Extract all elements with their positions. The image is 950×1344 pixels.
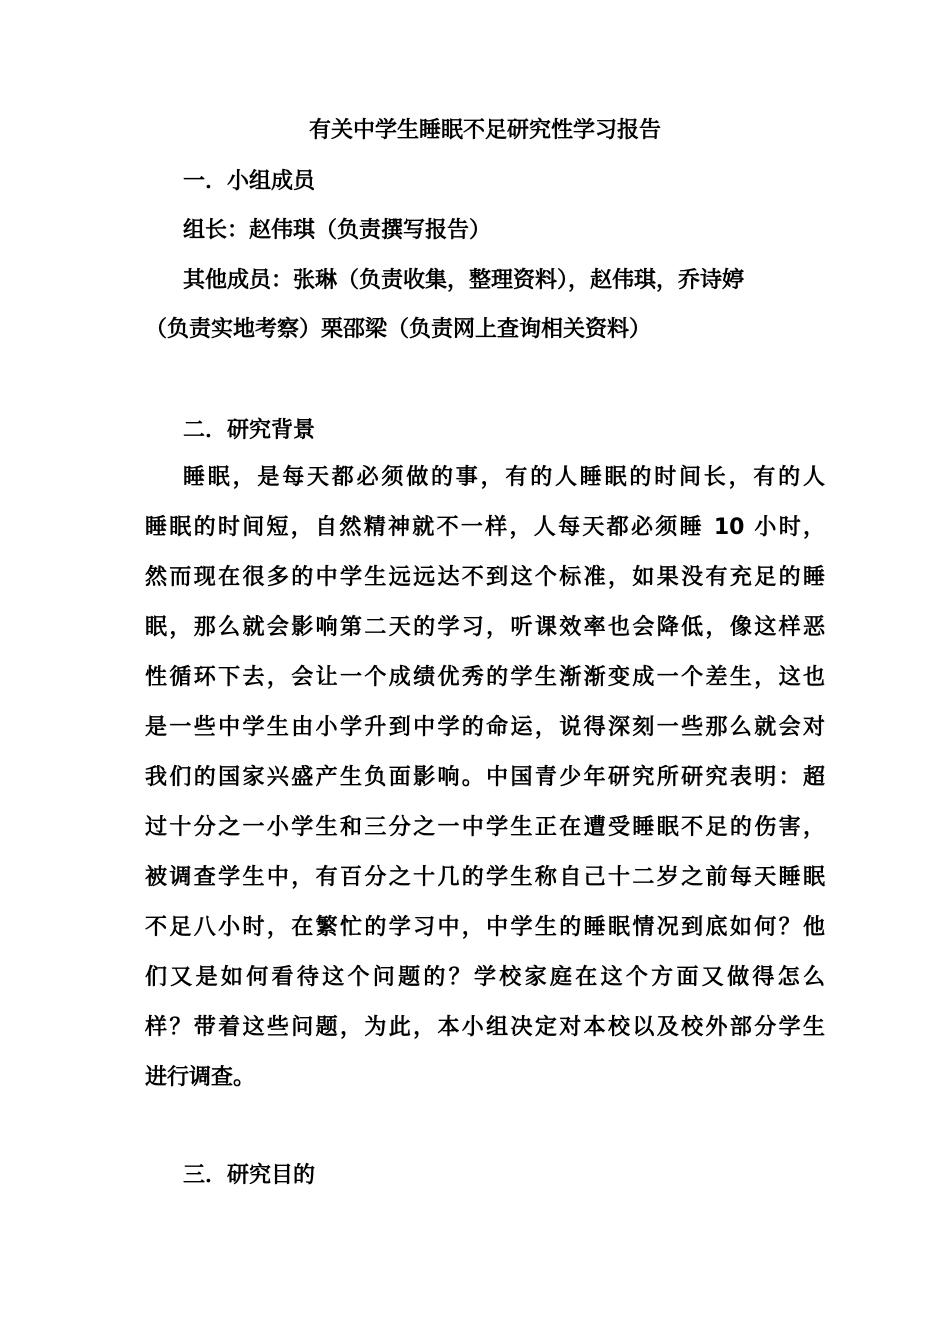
background-paragraph (145, 463, 825, 1113)
paragraph-line: 过十分之一小学生和三分之一中学生正在遭受睡眠不足的伤害， (145, 815, 825, 840)
members-line-2: （负责实地考察）栗邵梁（负责网上查询相关资料） (145, 317, 652, 342)
paragraph-line: 不足八小时，在繁忙的学习中，中学生的睡眠情况到底如何？他 (145, 915, 825, 940)
paragraph-line: 被调查学生中，有百分之十几的学生称自己十二岁之前每天睡眠 (145, 865, 825, 890)
paragraph-line: 们又是如何看待这个问题的？学校家庭在这个方面又做得怎么 (145, 965, 825, 990)
paragraph-line: 样？带着这些问题，为此，本小组决定对本校以及校外部分学生 (145, 1015, 825, 1040)
group-leader-line: 组长：赵伟琪（负责撰写报告） (183, 218, 492, 243)
paragraph-line: 是一些中学生由小学升到中学的命运，说得深刻一些那么就会对 (145, 715, 825, 740)
section-heading-members: 一．小组成员 (183, 169, 316, 194)
paragraph-line: 我们的国家兴盛产生负面影响。中国青少年研究所研究表明：超 (145, 765, 825, 790)
paragraph-line: 睡眠的时间短，自然精神就不一样，人每天都必须睡 10 小时， (145, 515, 825, 540)
section-heading-purpose: 三．研究目的 (183, 1163, 316, 1188)
paragraph-line: 睡眠，是每天都必须做的事，有的人睡眠的时间长，有的人 (183, 465, 825, 490)
paragraph-line: 然而现在很多的中学生远远达不到这个标准，如果没有充足的睡 (145, 565, 825, 590)
paragraph-line: 眠，那么就会影响第二天的学习，听课效率也会降低，像这样恶 (145, 615, 825, 640)
paragraph-line: 性循环下去，会让一个成绩优秀的学生渐渐变成一个差生，这也 (145, 665, 825, 690)
members-line-1: 其他成员：张琳（负责收集，整理资料），赵伟琪，乔诗婷 (183, 268, 745, 293)
document-title: 有关中学生睡眠不足研究性学习报告 (308, 118, 661, 143)
section-heading-background: 二．研究背景 (183, 418, 316, 443)
paragraph-line: 进行调查。 (145, 1065, 256, 1090)
